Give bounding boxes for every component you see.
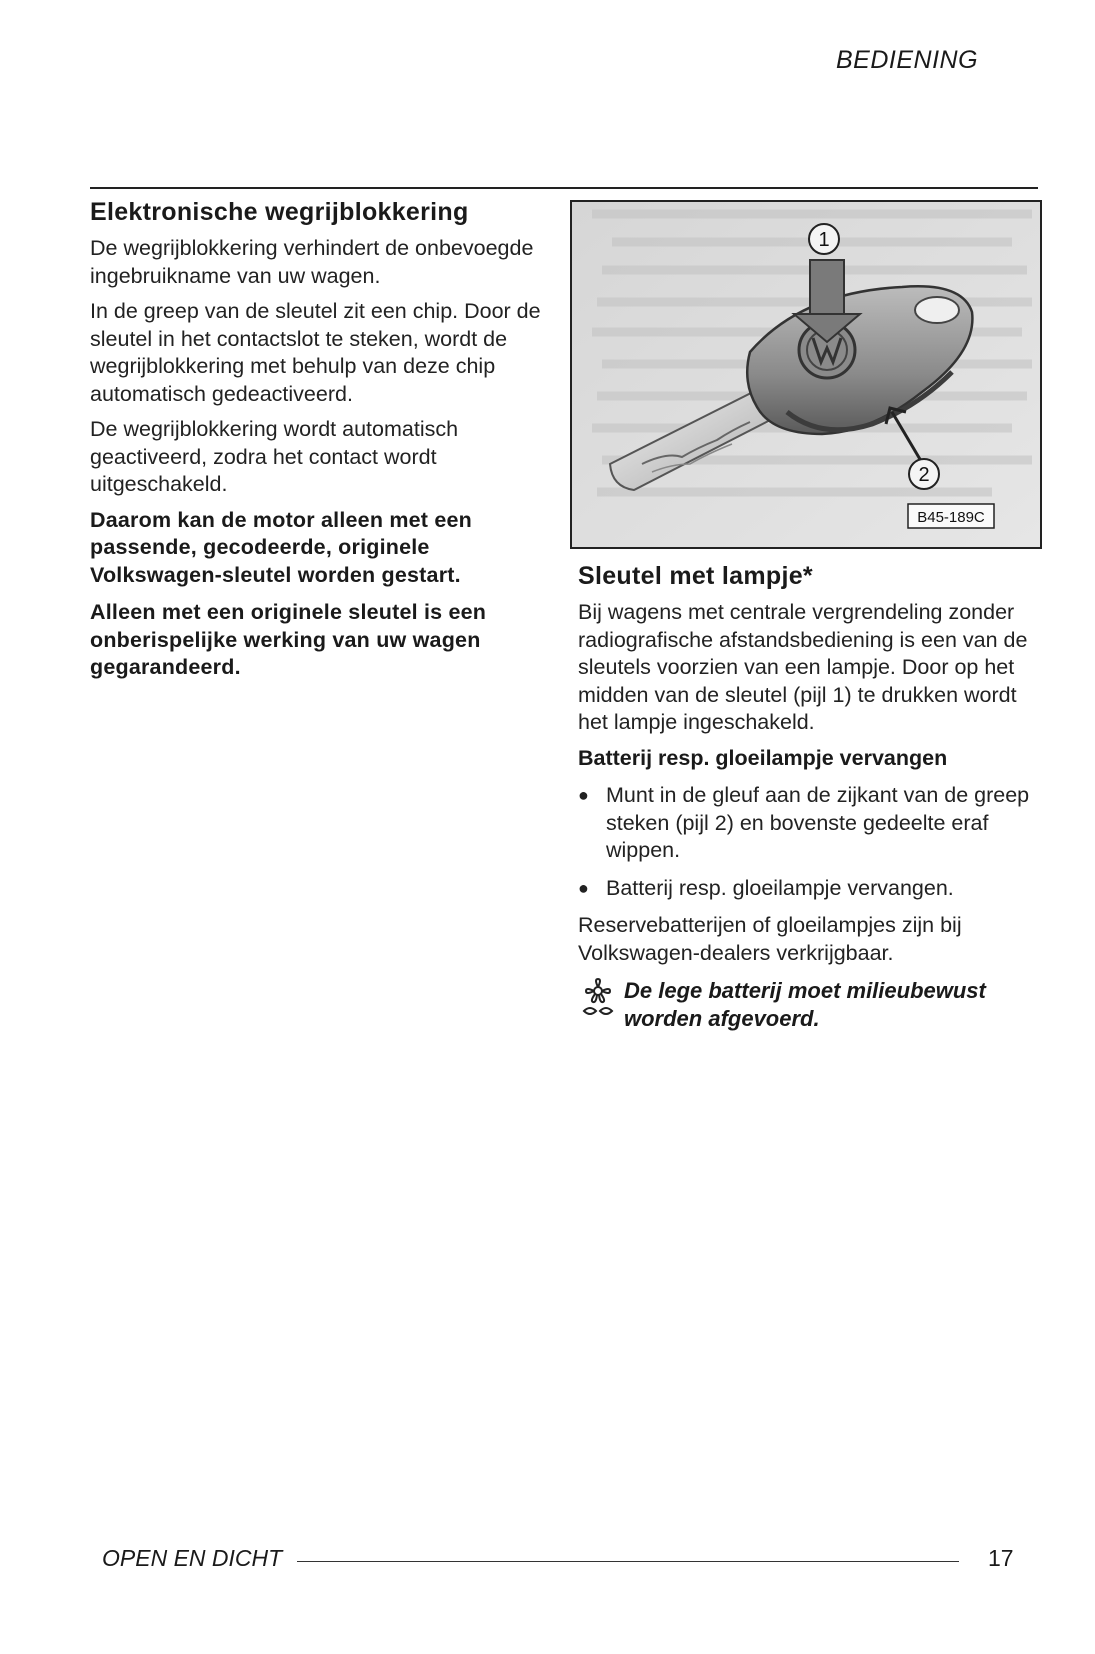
key-figure xyxy=(570,200,1042,549)
list-item xyxy=(578,875,1044,903)
page-number: 17 xyxy=(988,1545,1014,1571)
flower-icon xyxy=(578,977,624,1026)
emphasis-paragraph: Alleen met een originele sleutel is een onberispelijke werking van uw wagen gegarandeerd. xyxy=(90,600,487,679)
svg-text:B45-189C: B45-189C xyxy=(917,509,985,526)
emphasis-paragraph: Daarom kan de motor alleen met een passende, gecodeerde, originele Volkswagen-sleutel worden gestart. xyxy=(90,507,472,587)
paragraph: In de greep van de sleutel zit een chip. Door de sleutel in het contactslot te steken, wordt de wegrijblokkering met behulp van deze chip automatisch gedeactiveerd. xyxy=(90,299,541,406)
left-column xyxy=(90,198,550,692)
paragraph: Bij wagens met centrale vergrendeling zonder radiografische afstandsbediening is een van de sleutels voorzien van een lampje. Door op het midden van de sleutel (pijl 1) te drukken wordt het lampje ingeschakeld. xyxy=(578,600,1028,734)
chapter-label: OPEN EN DICHT xyxy=(102,1545,283,1571)
key-illustration xyxy=(572,202,1040,547)
footer-divider xyxy=(297,1561,959,1562)
section-label: BEDIENING xyxy=(836,46,979,74)
key-light-title: Sleutel met lampje* xyxy=(578,562,813,590)
svg-text:2: 2 xyxy=(918,464,930,486)
bullet-icon: ● xyxy=(578,877,589,898)
svg-text:1: 1 xyxy=(818,229,830,251)
right-column xyxy=(578,562,1044,1033)
list-item xyxy=(578,782,1044,865)
bullet-icon: ● xyxy=(578,785,589,805)
top-divider xyxy=(90,187,1038,189)
paragraph: De wegrijblokkering wordt automatisch geactiveerd, zodra het contact wordt uitgeschakeld. xyxy=(90,417,459,496)
list-item-text: Batterij resp. gloeilampje vervangen. xyxy=(606,875,954,900)
key-ring-hole xyxy=(915,297,959,323)
figure-code xyxy=(908,504,994,528)
callout-2 xyxy=(909,459,939,489)
battery-subtitle: Batterij resp. gloeilampje vervangen xyxy=(578,745,948,770)
paragraph: Reservebatterijen of gloeilampjes zijn bij Volkswagen-dealers verkrijgbaar. xyxy=(578,913,962,965)
list-item-text: Munt in de gleuf aan de zijkant van de greep steken (pijl 2) en bovenste gedeelte eraf wippen. xyxy=(606,783,1030,862)
immobilizer-title: Elektronische wegrijblokkering xyxy=(90,198,469,226)
environment-text: De lege batterij moet milieubewust worden afgevoerd. xyxy=(624,978,986,1031)
environment-note xyxy=(578,977,1044,1033)
paragraph: De wegrijblokkering verhindert de onbevoegde ingebruikname van uw wagen. xyxy=(90,236,534,288)
callout-1 xyxy=(809,224,839,254)
